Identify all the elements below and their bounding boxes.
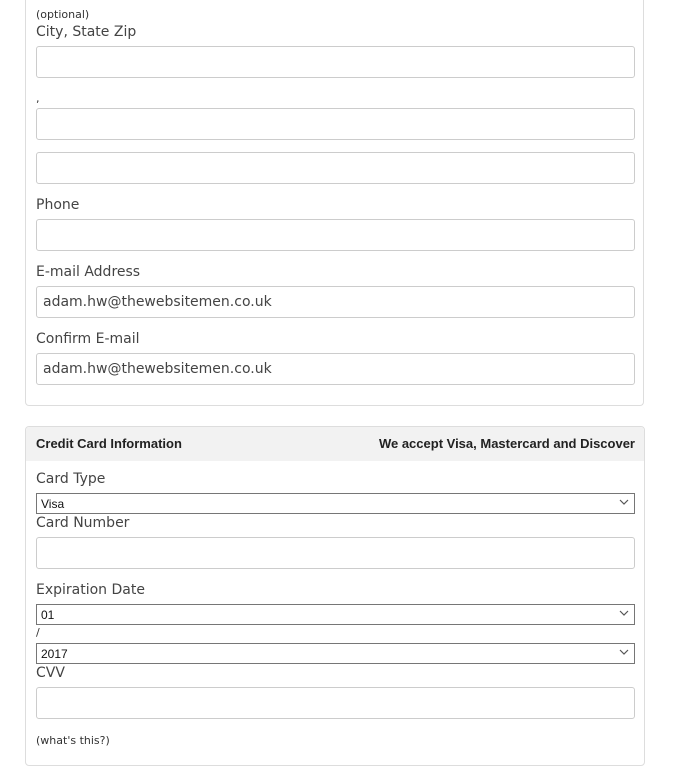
chevron-down-icon	[619, 497, 629, 507]
city-input[interactable]	[36, 46, 635, 78]
card-type-select[interactable]	[36, 493, 635, 514]
city-state-separator: ,	[36, 92, 40, 105]
accepted-cards-note: We accept Visa, Mastercard and Discover	[378, 436, 635, 451]
city-state-zip-label: City, State Zip	[36, 24, 137, 40]
confirm-email-label: Confirm E-mail	[36, 331, 140, 347]
optional-note: (optional)	[36, 8, 90, 21]
exp-month-value: 01	[41, 608, 55, 622]
state-input[interactable]	[36, 108, 635, 140]
cvv-help-link[interactable]: (what's this?)	[36, 734, 110, 747]
chevron-down-icon	[619, 608, 629, 618]
exp-separator: /	[36, 626, 40, 639]
card-number-input[interactable]	[36, 537, 635, 569]
expiration-date-label: Expiration Date	[36, 582, 145, 598]
cvv-input[interactable]	[36, 687, 635, 719]
card-type-value: Visa	[41, 497, 65, 511]
credit-card-title: Credit Card Information	[36, 436, 182, 451]
phone-label: Phone	[36, 197, 80, 213]
phone-input[interactable]	[36, 219, 635, 251]
confirm-email-input[interactable]: adam.hw@thewebsitemen.co.uk	[36, 353, 635, 385]
exp-year-value: 2017	[41, 647, 68, 661]
chevron-down-icon	[619, 647, 629, 657]
exp-month-select[interactable]	[36, 604, 635, 625]
cvv-label: CVV	[36, 665, 65, 681]
credit-card-panel-header	[26, 427, 644, 461]
email-input[interactable]: adam.hw@thewebsitemen.co.uk	[36, 286, 635, 318]
email-label: E-mail Address	[36, 264, 141, 280]
card-type-label: Card Type	[36, 471, 106, 487]
card-number-label: Card Number	[36, 515, 130, 531]
zip-input[interactable]	[36, 152, 635, 184]
exp-year-select[interactable]	[36, 643, 635, 664]
